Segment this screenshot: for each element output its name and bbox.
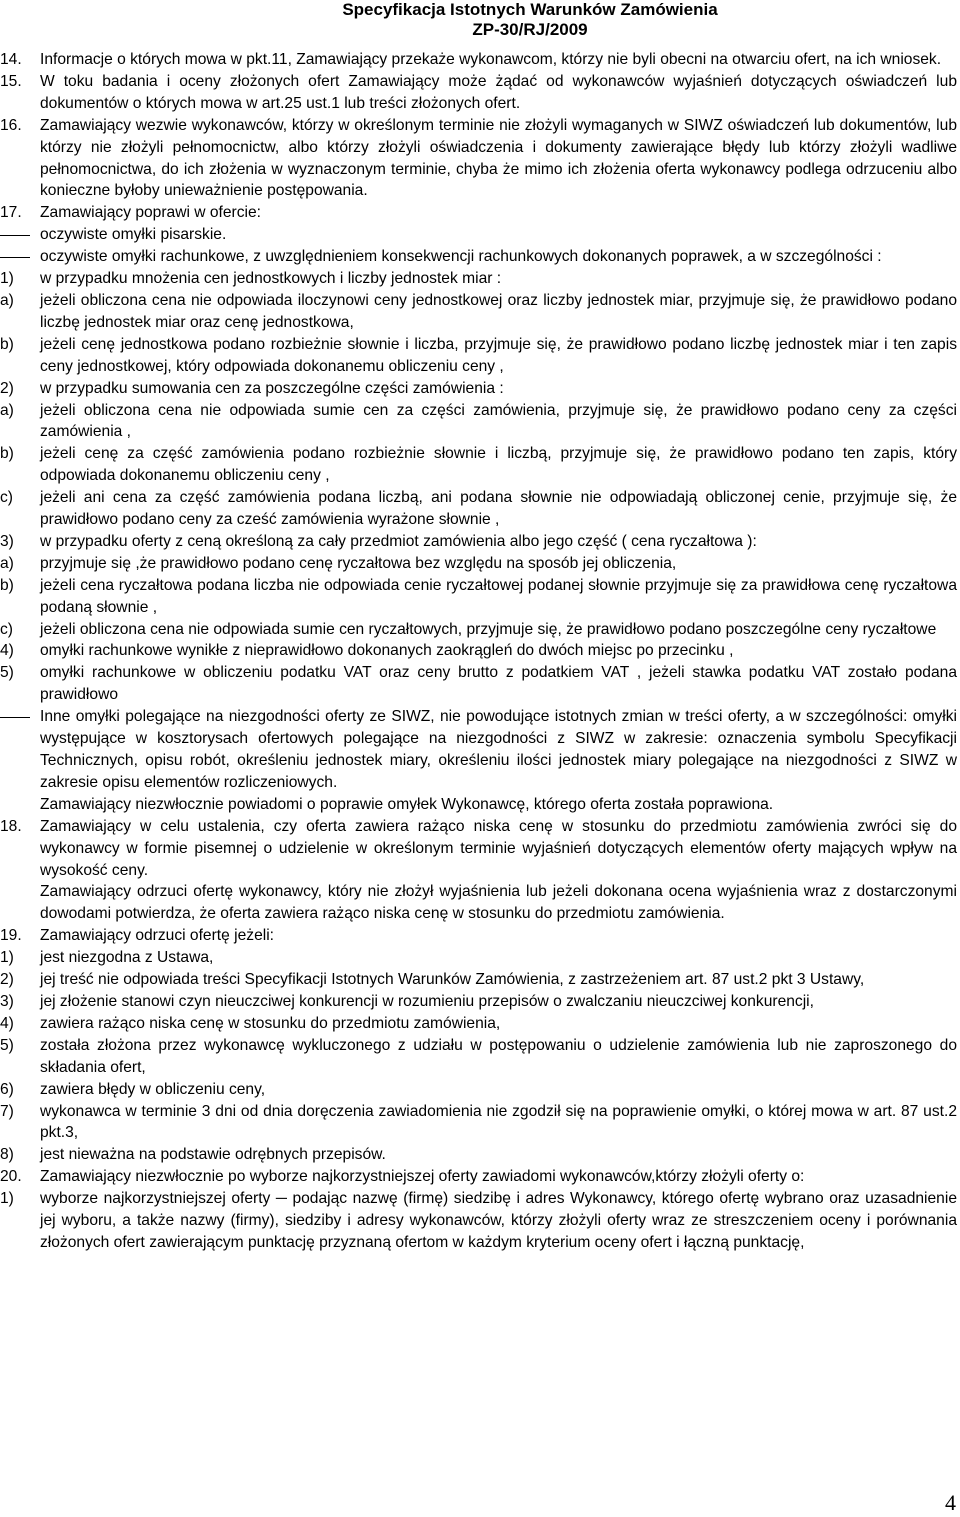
item-number: 6) — [0, 1080, 14, 1098]
item-number: 3) — [0, 532, 14, 550]
item-text: jeżeli cenę jednostkowa podano rozbieżnie słownie i liczba, przyjmuje się, że prawidłowo podano liczbę jednostek miar i ten zapis ceny jednostkowej, który odpowiada dokonanemu obliczeniu ceny , — [40, 335, 957, 375]
item-number: 16. — [0, 116, 22, 134]
numbered-item — [0, 816, 960, 882]
dash-list-item — [0, 224, 960, 246]
item-number: 20. — [0, 1168, 22, 1186]
item-number: 5) — [0, 1036, 14, 1054]
item-number: 4) — [0, 642, 14, 660]
item-text: Zamawiający poprawi w ofercie: — [40, 204, 261, 222]
item-number: 1) — [0, 949, 14, 967]
item-number: b) — [0, 576, 14, 594]
numbered-item — [0, 947, 960, 969]
item-number: 17. — [0, 204, 22, 222]
item-text: jeżeli ani cena za część zamówienia podana liczbą, ani podana słownie nie odpowiadają obliczonej cenie, przyjmuje się, że prawidłowo podano ceny za cześć zamówienia wyrażone słownie , — [40, 489, 957, 529]
page-header — [0, 0, 960, 40]
item-text: Informacje o których mowa w pkt.11, Zamawiający przekaże wykonawcom, którzy nie byli obecni na otwarciu ofert, na ich wniosek. — [40, 51, 942, 68]
item-text: jej treść nie odpowiada treści Specyfikacji Istotnych Warunków Zamówienia, z zastrzeżeniem art. 87 ust.2 pkt 3 Ustawy, — [40, 971, 865, 989]
item-number: 4) — [0, 1014, 14, 1032]
dash-list-item — [0, 246, 960, 268]
document-title: Specyfikacja Istotnych Warunków Zamówienia — [342, 0, 718, 19]
item-text: jeżeli obliczona cena nie odpowiada sumie cen ryczałtowych, przyjmuje się, że prawidłowo podano poszczególne ceny ryczałtowe — [40, 620, 937, 638]
item-text: jeżeli cena ryczałtowa podana liczba nie odpowiada cenie ryczałtowej podanej słownie przyjmuje się za prawidłowa cenę ryczałtowa podaną słownie , — [40, 576, 957, 616]
item-number: c) — [0, 489, 13, 507]
item-number: 1) — [0, 270, 14, 288]
numbered-item — [0, 640, 960, 662]
numbered-item — [0, 553, 960, 575]
continuation-paragraph — [0, 794, 960, 816]
item-number: 1) — [0, 1190, 14, 1208]
page-number: 4 — [945, 1490, 956, 1515]
numbered-item — [0, 1101, 960, 1145]
item-text: w przypadku mnożenia cen jednostkowych i liczby jednostek miar : — [40, 270, 502, 288]
item-number: a) — [0, 291, 14, 309]
item-number: b) — [0, 335, 14, 353]
item-text: jeżeli cenę za część zamówienia podano rozbieżnie słownie i liczbą, przyjmuje się, że prawidłowo podano ten zapis, który odpowiada dokonanemu obliczeniu ceny , — [40, 445, 957, 485]
item-number: 7) — [0, 1102, 14, 1120]
item-text: jest nieważna na podstawie odrębnych przepisów. — [40, 1146, 386, 1164]
item-text: wykonawca w terminie 3 dni od dnia doręczenia zawiadomienia nie zgodził się na poprawienie omyłki, o której mowa w art. 87 ust.2 pkt.3, — [40, 1102, 957, 1142]
item-number: 14. — [0, 51, 22, 68]
item-number: a) — [0, 401, 14, 419]
numbered-item — [0, 662, 960, 706]
item-text: Zamawiający odrzuci ofertę jeżeli: — [40, 927, 274, 945]
item-text: jest niezgodna z Ustawa, — [40, 949, 214, 967]
numbered-item — [0, 268, 960, 290]
numbered-item — [0, 290, 960, 334]
item-text: Inne omyłki polegające na niezgodności oferty ze SIWZ, nie powodujące istotnych zmian w treści oferty, a w szczególności: omyłki występujące w kosztorysach ofertowych polegające na niezgodności z SIWZ w zakresie: oznaczenia symbolu Specyfikacji Technicznych, opisu robót, określeniu jednostek miary, określeniu ilości jednostek miary polegające na niezgodności z SIWZ w zakresie opisu elementów rozliczeniowych. — [40, 708, 957, 791]
numbered-item — [0, 334, 960, 378]
numbered-item — [0, 1035, 960, 1079]
item-text: w przypadku oferty z ceną określoną za cały przedmiot zamówienia albo jego część ( cena ryczałtowa ): — [40, 532, 757, 550]
item-text: Zamawiający odrzuci ofertę wykonawcy, który nie złożył wyjaśnienia lub jeżeli dokonana ocena wyjaśnienia wraz z dostarczonymi dowodami potwierdza, że oferta zawiera rażąco niska cenę w stosunku do przedmiotu zamówienia. — [40, 883, 957, 923]
item-number: 8) — [0, 1146, 14, 1164]
numbered-item — [0, 71, 960, 115]
item-number: 19. — [0, 927, 22, 945]
item-text: zawiera błędy w obliczeniu ceny, — [40, 1080, 266, 1098]
dash-list-item — [0, 706, 960, 794]
numbered-item — [0, 969, 960, 991]
item-text: Zamawiający niezwłocznie po wyborze najkorzystniejszej oferty zawiadomi wykonawców,którzy złożyli oferty o: — [40, 1168, 805, 1186]
item-text: oczywiste omyłki pisarskie. — [40, 226, 227, 244]
numbered-item — [0, 378, 960, 400]
item-text: została złożona przez wykonawcę wykluczonego z udziału w postępowaniu o udzielenie zamówienia lub nie zaproszonego do składania ofert, — [40, 1036, 957, 1076]
numbered-item — [0, 991, 960, 1013]
numbered-item — [0, 400, 960, 444]
item-text: jej złożenie stanowi czyn nieuczciwej konkurencji w rozumieniu przepisów o zwalczaniu nieuczciwej konkurencji, — [40, 992, 814, 1010]
dash-bullet — [0, 246, 40, 268]
numbered-item — [0, 443, 960, 487]
document-reference: ZP-30/RJ/2009 — [472, 20, 588, 39]
numbered-item — [0, 49, 960, 71]
continuation-paragraph — [0, 881, 960, 925]
numbered-item — [0, 1079, 960, 1101]
item-number: a) — [0, 554, 14, 572]
numbered-item — [0, 1144, 960, 1166]
numbered-item — [0, 925, 960, 947]
numbered-item — [0, 1188, 960, 1254]
item-text: Zamawiający niezwłocznie powiadomi o poprawie omyłek Wykonawcę, którego oferta została poprawiona. — [40, 795, 774, 813]
item-number: c) — [0, 620, 13, 638]
item-number: 2) — [0, 971, 14, 989]
item-number: 15. — [0, 72, 22, 90]
numbered-item — [0, 1166, 960, 1188]
numbered-item — [0, 487, 960, 531]
item-text: Zamawiający wezwie wykonawców, którzy w określonym terminie nie złożyli wymaganych w SIWZ oświadczeń lub dokumentów, lub którzy nie złożyli pełnomocnictw, albo którzy złożyli oświadczenia i dokumenty zawierające błędy lub którzy złożyli wadliwe pełnomocnictwa, do ich złożenia w wyznaczonym terminie, chyba że mimo ich złożenia oferta wykonawcy podlega odrzuceniu albo konieczne byłoby unieważnienie postępowania. — [40, 116, 957, 200]
dash-bullet — [0, 224, 40, 246]
item-text: jeżeli obliczona cena nie odpowiada iloczynowi ceny jednostkowej oraz liczby jednostek miar, przyjmuje się, że prawidłowo podano liczbę jednostek miar oraz cenę jednostkowa, — [40, 291, 957, 331]
document-body — [0, 49, 960, 1254]
item-text: wyborze najkorzystniejszej oferty ─ podając nazwę (firmę) siedzibę i adres Wykonawcy, którego ofertę wybrano oraz uzasadnienie jej wyboru, a także nazwy (firmy), siedziby i adresy wykonawców, którzy złożyli oferty wraz ze streszczeniem oceny i porównania złożonych ofert zawierającym punktację przyznaną ofertom w każdym kryterium oceny ofert i łączną punktację, — [40, 1190, 957, 1251]
item-text: W toku badania i oceny złożonych ofert Zamawiający może żądać od wykonawców wyjaśnień dotyczących oświadczeń lub dokumentów o których mowa w art.25 ust.1 lub treści złożonych ofert. — [40, 72, 957, 112]
numbered-item — [0, 619, 960, 641]
numbered-item — [0, 115, 960, 203]
dash-bullet — [0, 706, 40, 794]
item-number: 5) — [0, 664, 14, 682]
item-text: oczywiste omyłki rachunkowe, z uwzględnieniem konsekwencji rachunkowych dokonanych poprawek, a w szczególności : — [40, 248, 882, 266]
item-number: 2) — [0, 379, 14, 397]
item-text: jeżeli obliczona cena nie odpowiada sumie cen za części zamówienia, przyjmuje się, że prawidłowo podano ceny za części zamówienia , — [40, 401, 957, 441]
item-text: przyjmuje się ,że prawidłowo podano cenę ryczałtowa bez względu na sposób jej obliczenia, — [40, 554, 677, 572]
item-text: zawiera rażąco niska cenę w stosunku do przedmiotu zamówienia, — [40, 1014, 501, 1032]
item-text: omyłki rachunkowe wynikłe z nieprawidłowo dokonanych zaokrągleń do dwóch miejsc po przecinku , — [40, 642, 734, 660]
numbered-item — [0, 202, 960, 224]
item-text: omyłki rachunkowe w obliczeniu podatku VAT oraz ceny brutto z podatkiem VAT , jeżeli stawka podatku VAT zostało podana prawidłowo — [40, 664, 957, 704]
numbered-item — [0, 1013, 960, 1035]
item-number: 3) — [0, 992, 14, 1010]
item-text: Zamawiający w celu ustalenia, czy oferta zawiera rażąco niska cenę w stosunku do przedmiotu zamówienia zwróci się do wykonawcy w formie pisemnej o udzielenie w określonym terminie wyjaśnień dotyczących elementów oferty mających wpływ na wysokość ceny. — [40, 817, 957, 879]
numbered-item — [0, 575, 960, 619]
numbered-item — [0, 531, 960, 553]
item-number: 18. — [0, 817, 22, 835]
item-number: b) — [0, 445, 14, 463]
item-text: w przypadku sumowania cen za poszczególne części zamówienia : — [40, 379, 504, 397]
